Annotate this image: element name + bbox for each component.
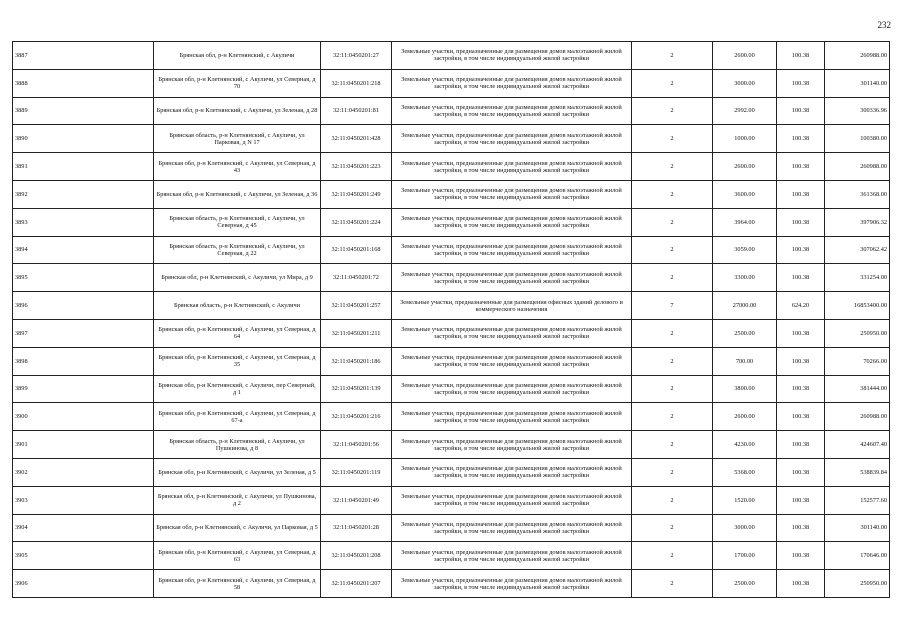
cadastral-number-cell: 32:11:0450201:257 <box>321 292 392 320</box>
category-cell: 2 <box>632 208 713 236</box>
specific-value-cell: 100.38 <box>777 375 825 403</box>
specific-value-cell: 100.38 <box>777 97 825 125</box>
table-row <box>13 208 890 236</box>
specific-value-cell: 624.20 <box>777 292 825 320</box>
table-row <box>13 264 890 292</box>
row-number: 3895 <box>13 264 154 292</box>
cadastral-number-cell: 32:11:0450201:216 <box>321 403 392 431</box>
address-cell: Брянская обл, р-н Клетнянский, с Акуличи, ул Зеленая, д 28 <box>154 97 321 125</box>
cadastral-value-cell: 250950.00 <box>825 570 890 598</box>
table-row <box>13 403 890 431</box>
cadastral-value-cell: 381444.00 <box>825 375 890 403</box>
table-row <box>13 69 890 97</box>
table-row <box>13 570 890 598</box>
table-row <box>13 486 890 514</box>
row-number: 3902 <box>13 458 154 486</box>
cadastral-number-cell: 32:11:0450201:139 <box>321 375 392 403</box>
row-number: 3894 <box>13 236 154 264</box>
category-cell: 2 <box>632 319 713 347</box>
specific-value-cell: 100.38 <box>777 570 825 598</box>
cadastral-value-cell: 260988.00 <box>825 403 890 431</box>
specific-value-cell: 100.38 <box>777 542 825 570</box>
cadastral-number-cell: 32:11:0450201:72 <box>321 264 392 292</box>
area-cell: 2992.00 <box>713 97 777 125</box>
cadastral-value-cell: 301140.00 <box>825 514 890 542</box>
category-cell: 2 <box>632 347 713 375</box>
cadastral-number-cell: 32:11:0450201:186 <box>321 347 392 375</box>
cadastral-number-cell: 32:11:0450201:81 <box>321 97 392 125</box>
row-number: 3896 <box>13 292 154 320</box>
row-number: 3891 <box>13 153 154 181</box>
address-cell: Брянская обл, р-н Клетнянский, с Акуличи, ул Парковая, д 5 <box>154 514 321 542</box>
cadastral-number-cell: 32:11:0450201:56 <box>321 431 392 459</box>
table-row <box>13 292 890 320</box>
specific-value-cell: 100.38 <box>777 69 825 97</box>
land-use-cell: Земельные участки, предназначенные для размещения домов малоэтажной жилой застройки, в том числе индивидуальной жилой застройки <box>392 542 632 570</box>
land-use-cell: Земельные участки, предназначенные для размещения домов малоэтажной жилой застройки, в том числе индивидуальной жилой застройки <box>392 514 632 542</box>
specific-value-cell: 100.38 <box>777 153 825 181</box>
table-row <box>13 458 890 486</box>
area-cell: 3964.00 <box>713 208 777 236</box>
address-cell: Брянская обл, р-н Клетнянский, с Акуличи, ул Северная, д 64 <box>154 319 321 347</box>
cadastral-number-cell: 32:11:0450201:27 <box>321 42 392 70</box>
address-cell: Брянская обл, р-н Клетнянский, с Акуличи, ул Северная, д 43 <box>154 153 321 181</box>
row-number: 3903 <box>13 486 154 514</box>
cadastral-number-cell: 32:11:0450201:249 <box>321 180 392 208</box>
address-cell: Брянская обл, р-н Клетнянский, с Акуличи, пер Северный, д 1 <box>154 375 321 403</box>
cadastral-value-cell: 424607.40 <box>825 431 890 459</box>
address-cell: Брянская обл, р-н Клетнянский, с Акуличи, ул Северная, д 70 <box>154 69 321 97</box>
area-cell: 3600.00 <box>713 180 777 208</box>
cadastral-number-cell: 32:11:0450201:223 <box>321 153 392 181</box>
specific-value-cell: 100.38 <box>777 431 825 459</box>
area-cell: 1700.00 <box>713 542 777 570</box>
row-number: 3900 <box>13 403 154 431</box>
category-cell: 2 <box>632 180 713 208</box>
category-cell: 2 <box>632 542 713 570</box>
cadastral-value-cell: 152577.60 <box>825 486 890 514</box>
specific-value-cell: 100.38 <box>777 319 825 347</box>
category-cell: 7 <box>632 292 713 320</box>
address-cell: Брянская обл, р-н Клетнянский, с Акуличи, ул Зеленая, д 5 <box>154 458 321 486</box>
table-row <box>13 153 890 181</box>
table-row <box>13 125 890 153</box>
cadastral-value-cell: 301140.00 <box>825 69 890 97</box>
row-number: 3888 <box>13 69 154 97</box>
area-cell: 2600.00 <box>713 153 777 181</box>
category-cell: 2 <box>632 514 713 542</box>
address-cell: Брянская обл, р-н Клетнянский, с Акуличи, ул Пушкинова, д 2 <box>154 486 321 514</box>
land-use-cell: Земельные участки, предназначенные для размещения домов малоэтажной жилой застройки, в том числе индивидуальной жилой застройки <box>392 347 632 375</box>
row-number: 3893 <box>13 208 154 236</box>
address-cell: Брянская область, р-н Клетнянский, с Акуличи, ул Северная, д 22 <box>154 236 321 264</box>
area-cell: 3059.00 <box>713 236 777 264</box>
cadastral-number-cell: 32:11:0450201:218 <box>321 69 392 97</box>
area-cell: 3000.00 <box>713 69 777 97</box>
area-cell: 1000.00 <box>713 125 777 153</box>
cadastral-number-cell: 32:11:0450201:428 <box>321 125 392 153</box>
row-number: 3887 <box>13 42 154 70</box>
specific-value-cell: 100.38 <box>777 180 825 208</box>
table-row <box>13 347 890 375</box>
specific-value-cell: 100.38 <box>777 347 825 375</box>
table-body <box>13 42 890 598</box>
land-use-cell: Земельные участки, предназначенные для размещения домов малоэтажной жилой застройки, в том числе индивидуальной жилой застройки <box>392 319 632 347</box>
specific-value-cell: 100.38 <box>777 42 825 70</box>
address-cell: Брянская обл, р-н Клетнянский, с Акуличи, ул Северная, д 35 <box>154 347 321 375</box>
cadastral-value-cell: 100380.00 <box>825 125 890 153</box>
row-number: 3901 <box>13 431 154 459</box>
category-cell: 2 <box>632 458 713 486</box>
land-use-cell: Земельные участки, предназначенные для размещения домов малоэтажной жилой застройки, в том числе индивидуальной жилой застройки <box>392 458 632 486</box>
row-number: 3905 <box>13 542 154 570</box>
specific-value-cell: 100.38 <box>777 125 825 153</box>
row-number: 3899 <box>13 375 154 403</box>
land-use-cell: Земельные участки, предназначенные для размещения домов малоэтажной жилой застройки, в том числе индивидуальной жилой застройки <box>392 153 632 181</box>
category-cell: 2 <box>632 403 713 431</box>
cadastral-number-cell: 32:11:0450201:28 <box>321 514 392 542</box>
category-cell: 2 <box>632 431 713 459</box>
area-cell: 2500.00 <box>713 570 777 598</box>
cadastral-value-cell: 331254.00 <box>825 264 890 292</box>
address-cell: Брянская область, р-н Клетнянский, с Акуличи, ул Парковая, д N 17 <box>154 125 321 153</box>
address-cell: Брянская обл, р-н Клетнянский, с Акуличи, ул Северная, д 58 <box>154 570 321 598</box>
address-cell: Брянская область, р-н Клетнянский, с Акуличи, ул Пушкинова, д 8 <box>154 431 321 459</box>
land-use-cell: Земельные участки, предназначенные для размещения домов малоэтажной жилой застройки, в том числе индивидуальной жилой застройки <box>392 208 632 236</box>
land-use-cell: Земельные участки, предназначенные для размещения домов малоэтажной жилой застройки, в том числе индивидуальной жилой застройки <box>392 264 632 292</box>
area-cell: 3300.00 <box>713 264 777 292</box>
specific-value-cell: 100.38 <box>777 208 825 236</box>
category-cell: 2 <box>632 97 713 125</box>
category-cell: 2 <box>632 69 713 97</box>
area-cell: 27000.00 <box>713 292 777 320</box>
category-cell: 2 <box>632 153 713 181</box>
category-cell: 2 <box>632 125 713 153</box>
land-use-cell: Земельные участки, предназначенные для размещения домов малоэтажной жилой застройки, в том числе индивидуальной жилой застройки <box>392 125 632 153</box>
row-number: 3904 <box>13 514 154 542</box>
area-cell: 700.00 <box>713 347 777 375</box>
land-use-cell: Земельные участки, предназначенные для размещения домов малоэтажной жилой застройки, в том числе индивидуальной жилой застройки <box>392 375 632 403</box>
cadastral-value-cell: 260988.00 <box>825 153 890 181</box>
table-row <box>13 319 890 347</box>
table-row <box>13 180 890 208</box>
cadastral-number-cell: 32:11:0450201:211 <box>321 319 392 347</box>
cadastral-value-cell: 397906.32 <box>825 208 890 236</box>
table-row <box>13 375 890 403</box>
cadastral-number-cell: 32:11:0450201:119 <box>321 458 392 486</box>
category-cell: 2 <box>632 570 713 598</box>
area-cell: 2600.00 <box>713 42 777 70</box>
land-use-cell: Земельные участки, предназначенные для размещения домов малоэтажной жилой застройки, в том числе индивидуальной жилой застройки <box>392 403 632 431</box>
land-use-cell: Земельные участки, предназначенные для размещения домов малоэтажной жилой застройки, в том числе индивидуальной жилой застройки <box>392 97 632 125</box>
area-cell: 2600.00 <box>713 403 777 431</box>
specific-value-cell: 100.38 <box>777 486 825 514</box>
address-cell: Брянская обл, р-н Клетнянский, с Акуличи <box>154 42 321 70</box>
specific-value-cell: 100.38 <box>777 458 825 486</box>
cadastral-value-cell: 538839.84 <box>825 458 890 486</box>
land-use-cell: Земельные участки, предназначенные для размещения домов малоэтажной жилой застройки, в том числе индивидуальной жилой застройки <box>392 69 632 97</box>
cadastral-value-cell: 260988.00 <box>825 42 890 70</box>
table-row <box>13 236 890 264</box>
address-cell: Брянская обл, р-н Клетнянский, с Акуличи, ул Северная, д 67-а <box>154 403 321 431</box>
cadastral-value-cell: 16853400.00 <box>825 292 890 320</box>
address-cell: Брянская область, р-н Клетнянский, с Акуличи, ул Северная, д 45 <box>154 208 321 236</box>
address-cell: Брянская обл, р-н Клетнянский, с Акуличи, ул Мира, д 9 <box>154 264 321 292</box>
category-cell: 2 <box>632 236 713 264</box>
cadastral-number-cell: 32:11:0450201:208 <box>321 542 392 570</box>
cadastral-value-cell: 300336.96 <box>825 97 890 125</box>
cadastral-value-cell: 250950.00 <box>825 319 890 347</box>
area-cell: 1520.00 <box>713 486 777 514</box>
row-number: 3889 <box>13 97 154 125</box>
category-cell: 2 <box>632 264 713 292</box>
land-use-cell: Земельные участки, предназначенные для размещения офисных зданий делового и коммерческого назначения <box>392 292 632 320</box>
cadastral-value-table <box>12 41 890 598</box>
category-cell: 2 <box>632 42 713 70</box>
table-row <box>13 542 890 570</box>
table-row <box>13 514 890 542</box>
row-number: 3890 <box>13 125 154 153</box>
cadastral-value-cell: 307062.42 <box>825 236 890 264</box>
table-row <box>13 431 890 459</box>
row-number: 3906 <box>13 570 154 598</box>
cadastral-value-cell: 70266.00 <box>825 347 890 375</box>
land-use-cell: Земельные участки, предназначенные для размещения домов малоэтажной жилой застройки, в том числе индивидуальной жилой застройки <box>392 42 632 70</box>
address-cell: Брянская область, р-н Клетнянский, с Акуличи <box>154 292 321 320</box>
land-use-cell: Земельные участки, предназначенные для размещения домов малоэтажной жилой застройки, в том числе индивидуальной жилой застройки <box>392 486 632 514</box>
land-use-cell: Земельные участки, предназначенные для размещения домов малоэтажной жилой застройки, в том числе индивидуальной жилой застройки <box>392 180 632 208</box>
cadastral-value-cell: 361368.00 <box>825 180 890 208</box>
area-cell: 3800.00 <box>713 375 777 403</box>
cadastral-value-cell: 170646.00 <box>825 542 890 570</box>
row-number: 3898 <box>13 347 154 375</box>
specific-value-cell: 100.38 <box>777 236 825 264</box>
area-cell: 4230.00 <box>713 431 777 459</box>
cadastral-number-cell: 32:11:0450201:49 <box>321 486 392 514</box>
area-cell: 2500.00 <box>713 319 777 347</box>
page-number: 232 <box>877 20 891 30</box>
row-number: 3892 <box>13 180 154 208</box>
address-cell: Брянская обл, р-н Клетнянский, с Акуличи, ул Северная, д 63 <box>154 542 321 570</box>
area-cell: 3000.00 <box>713 514 777 542</box>
land-use-cell: Земельные участки, предназначенные для размещения домов малоэтажной жилой застройки, в том числе индивидуальной жилой застройки <box>392 570 632 598</box>
cadastral-number-cell: 32:11:0450201:168 <box>321 236 392 264</box>
category-cell: 2 <box>632 486 713 514</box>
table-row <box>13 97 890 125</box>
row-number: 3897 <box>13 319 154 347</box>
land-use-cell: Земельные участки, предназначенные для размещения домов малоэтажной жилой застройки, в том числе индивидуальной жилой застройки <box>392 236 632 264</box>
area-cell: 5368.00 <box>713 458 777 486</box>
cadastral-number-cell: 32:11:0450201:224 <box>321 208 392 236</box>
land-use-cell: Земельные участки, предназначенные для размещения домов малоэтажной жилой застройки, в том числе индивидуальной жилой застройки <box>392 431 632 459</box>
specific-value-cell: 100.38 <box>777 514 825 542</box>
specific-value-cell: 100.38 <box>777 264 825 292</box>
specific-value-cell: 100.38 <box>777 403 825 431</box>
cadastral-number-cell: 32:11:0450201:207 <box>321 570 392 598</box>
category-cell: 2 <box>632 375 713 403</box>
table-row <box>13 42 890 70</box>
address-cell: Брянская обл, р-н Клетнянский, с Акуличи, ул Зеленая, д 36 <box>154 180 321 208</box>
